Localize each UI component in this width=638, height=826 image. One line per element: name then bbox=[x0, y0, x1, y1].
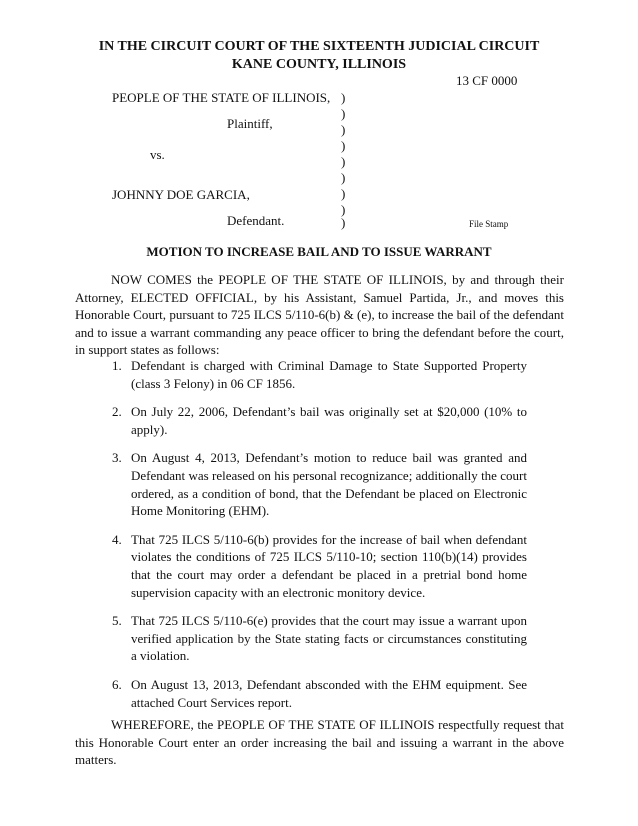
list-item bbox=[112, 612, 527, 665]
list-item-number: 5. bbox=[112, 613, 122, 629]
file-stamp-label: File Stamp bbox=[469, 219, 509, 229]
caption-paren: ) bbox=[341, 90, 346, 105]
caption-paren: ) bbox=[341, 154, 346, 169]
list-item bbox=[112, 449, 527, 519]
list-item-number: 6. bbox=[112, 676, 122, 692]
intro-paragraph: NOW COMES the PEOPLE OF THE STATE OF ILLINOIS, by and through their Attorney, ELECTED OFFICIAL, by his Assistant, Samuel Partida, Jr., and moves this Honorable Court, pursuant to 725 ILCS 5/110-6(b) & (e), to increase the bail of the defendant and to issue a warrant commanding any peace officer to bring the defendant before the court, in support states as follows: bbox=[75, 272, 564, 358]
list-item bbox=[112, 676, 527, 711]
numbered-list bbox=[112, 357, 527, 711]
list-item-text: That 725 ILCS 5/110-6(b) provides for the increase of bail when defendant violates the conditions of 725 ILCS 5/110-10; section 110(b)(14) provides that the court may order a defendant be placed in a pretrial bond home supervision capacity with an electronic monitory device. bbox=[131, 531, 527, 600]
court-heading-line2: KANE COUNTY, ILLINOIS bbox=[231, 57, 407, 72]
caption-paren: ) bbox=[341, 106, 346, 121]
caption-paren: ) bbox=[341, 170, 346, 185]
caption-paren: ) bbox=[341, 186, 346, 201]
court-heading-line1: IN THE CIRCUIT COURT OF THE SIXTEENTH JUDICIAL CIRCUIT bbox=[98, 39, 540, 54]
caption-paren: ) bbox=[341, 122, 346, 137]
caption-paren: ) bbox=[341, 138, 346, 153]
defendant-name: JOHNNY DOE GARCIA, bbox=[112, 187, 250, 202]
list-item bbox=[112, 357, 527, 392]
list-item-number: 2. bbox=[112, 404, 122, 420]
plaintiff-name: PEOPLE OF THE STATE OF ILLINOIS, bbox=[112, 90, 331, 105]
defendant-role: Defendant. bbox=[227, 213, 285, 228]
wherefore-paragraph: WHEREFORE, the PEOPLE OF THE STATE OF ILLINOIS respectfully request that this Honorable Court enter an order increasing the bail and issuing a warrant in the above matters. bbox=[75, 717, 564, 768]
list-item-number: 3. bbox=[112, 450, 122, 466]
caption-paren: ) bbox=[341, 202, 346, 217]
motion-title: MOTION TO INCREASE BAIL AND TO ISSUE WARRANT bbox=[146, 244, 492, 259]
list-item-text: On August 4, 2013, Defendant’s motion to reduce bail was granted and Defendant was released on his personal recognizance; additionally the court ordered, as a condition of bond, that the Defendant be placed on Electronic Home Monitoring (EHM). bbox=[131, 450, 527, 519]
list-item-text: Defendant is charged with Criminal Damage to State Supported Property (class 3 Felony) in 06 CF 1856. bbox=[131, 358, 527, 391]
caption-paren: ) bbox=[341, 215, 346, 230]
list-item-text: On July 22, 2006, Defendant’s bail was originally set at $20,000 (10% to apply). bbox=[131, 404, 527, 437]
versus-label: vs. bbox=[150, 147, 165, 162]
list-item-number: 4. bbox=[112, 531, 122, 547]
list-item-number: 1. bbox=[112, 358, 122, 373]
list-item-text: That 725 ILCS 5/110-6(e) provides that the court may issue a warrant upon verified application by the State stating facts or circumstances constituting a violation. bbox=[131, 613, 527, 664]
case-number: 13 CF 0000 bbox=[456, 73, 518, 88]
list-item bbox=[112, 403, 527, 438]
list-item bbox=[112, 531, 527, 601]
plaintiff-role: Plaintiff, bbox=[227, 116, 273, 131]
list-item-text: On August 13, 2013, Defendant absconded with the EHM equipment. See attached Court Services report. bbox=[131, 676, 527, 710]
